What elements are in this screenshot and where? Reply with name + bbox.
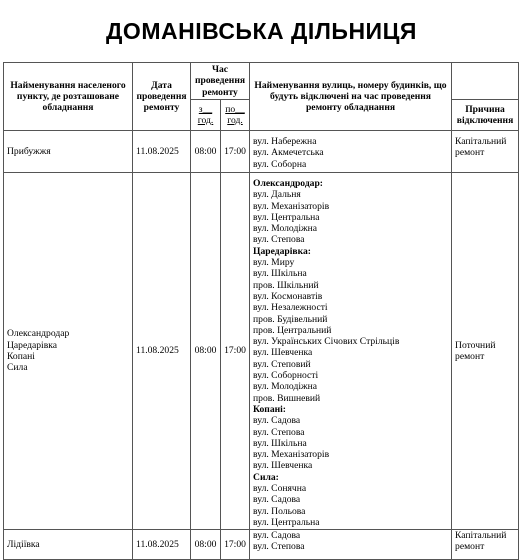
village-heading: Сила: [253, 471, 279, 483]
reason-cell: Капітальний ремонт [452, 131, 519, 173]
street-item: вул. Центральна [253, 211, 320, 223]
header-reason: Причина відключення [452, 100, 519, 131]
street-item: вул. Садова [253, 415, 301, 427]
from-cell: 08:00 [191, 131, 221, 173]
header-reason-blank [452, 63, 519, 100]
header-from: з__ год. [191, 100, 221, 131]
locations-cell [4, 173, 133, 530]
street-item: пров. Центральний [253, 324, 332, 336]
street-item: вул. Шевченка [253, 460, 313, 472]
street-item: вул. Шкільна [253, 268, 307, 280]
header-location: Найменування населеного пункту, де розташоване обладнання [4, 63, 133, 131]
street-item: вул. Шевченка [253, 347, 313, 359]
from-cell: 08:00 [191, 173, 221, 530]
from-cell: 08:00 [191, 530, 221, 560]
location-name: Прибужжя [7, 145, 51, 157]
street-item: вул. Соборності [253, 370, 319, 382]
street-item: вул. Центральна [253, 516, 320, 528]
date-cell: 11.08.2025 [133, 131, 191, 173]
street-item: вул. Миру [253, 257, 295, 269]
street-item: пров. Будівельний [253, 313, 328, 325]
street-item: вул. Степовий [253, 358, 311, 370]
street-item: пров. Вишневий [253, 392, 321, 404]
location-name: Царедарівка [7, 339, 58, 351]
location-name: Сила [7, 362, 28, 374]
village-heading: Олександродар: [253, 178, 323, 189]
street-item: вул. Садова [253, 494, 301, 506]
locations-cell [4, 131, 133, 173]
street-item: вул. Шкільна [253, 437, 307, 449]
street-item: вул. Степова [253, 426, 305, 438]
street-item: вул. Степова [253, 234, 305, 246]
street-item: вул. Садова [253, 530, 301, 541]
street-item: вул. Незалежності [253, 302, 328, 314]
street-item: вул. Соборна [253, 158, 307, 170]
street-item: вул. Космонавтів [253, 290, 323, 302]
date-cell: 11.08.2025 [133, 173, 191, 530]
page-title: ДОМАНІВСЬКА ДІЛЬНИЦЯ [106, 18, 417, 44]
street-item: вул. Акмечетська [253, 147, 324, 159]
reason-cell: Капітальний ремонт [452, 530, 519, 560]
village-heading: Копані: [253, 403, 287, 415]
table-row [4, 173, 519, 530]
location-name: Олександродар [7, 328, 70, 340]
street-item: вул. Степова [253, 541, 305, 553]
streets-cell [250, 530, 452, 560]
street-item: вул. Механізаторів [253, 200, 330, 212]
location-name: Копані [7, 351, 35, 362]
table-row [4, 131, 519, 173]
street-item: вул. Польова [253, 505, 306, 517]
schedule-table [3, 62, 519, 560]
date-cell: 11.08.2025 [133, 530, 191, 560]
header-streets: Найменування вулиць, номеру будинків, що будуть відключені на час проведення ремонту обладнання [250, 63, 452, 131]
village-heading: Царедарівка: [253, 245, 311, 257]
street-item: вул. Сонячна [253, 483, 307, 495]
street-item: вул. Дальня [253, 189, 301, 201]
street-item: вул. Набережна [253, 136, 317, 147]
to-cell: 17:00 [221, 530, 250, 560]
street-item: вул. Молодіжна [253, 223, 318, 235]
table-row [4, 530, 519, 560]
header-to: по__ год. [221, 100, 250, 131]
street-item: вул. Механізаторів [253, 449, 330, 461]
to-cell: 17:00 [221, 131, 250, 173]
streets-cell [250, 173, 452, 530]
header-time: Час проведення ремонту [191, 63, 250, 100]
location-name: Лідіївка [7, 538, 40, 550]
street-item: пров. Шкільний [253, 279, 319, 291]
reason-cell: Поточний ремонт [452, 173, 519, 530]
locations-cell [4, 530, 133, 560]
header-date: Дата проведення ремонту [133, 63, 191, 131]
streets-cell [250, 131, 452, 173]
street-item: вул. Українських Січових Стрільців [253, 336, 400, 348]
street-item: вул. Молодіжна [253, 381, 318, 393]
to-cell: 17:00 [221, 173, 250, 530]
